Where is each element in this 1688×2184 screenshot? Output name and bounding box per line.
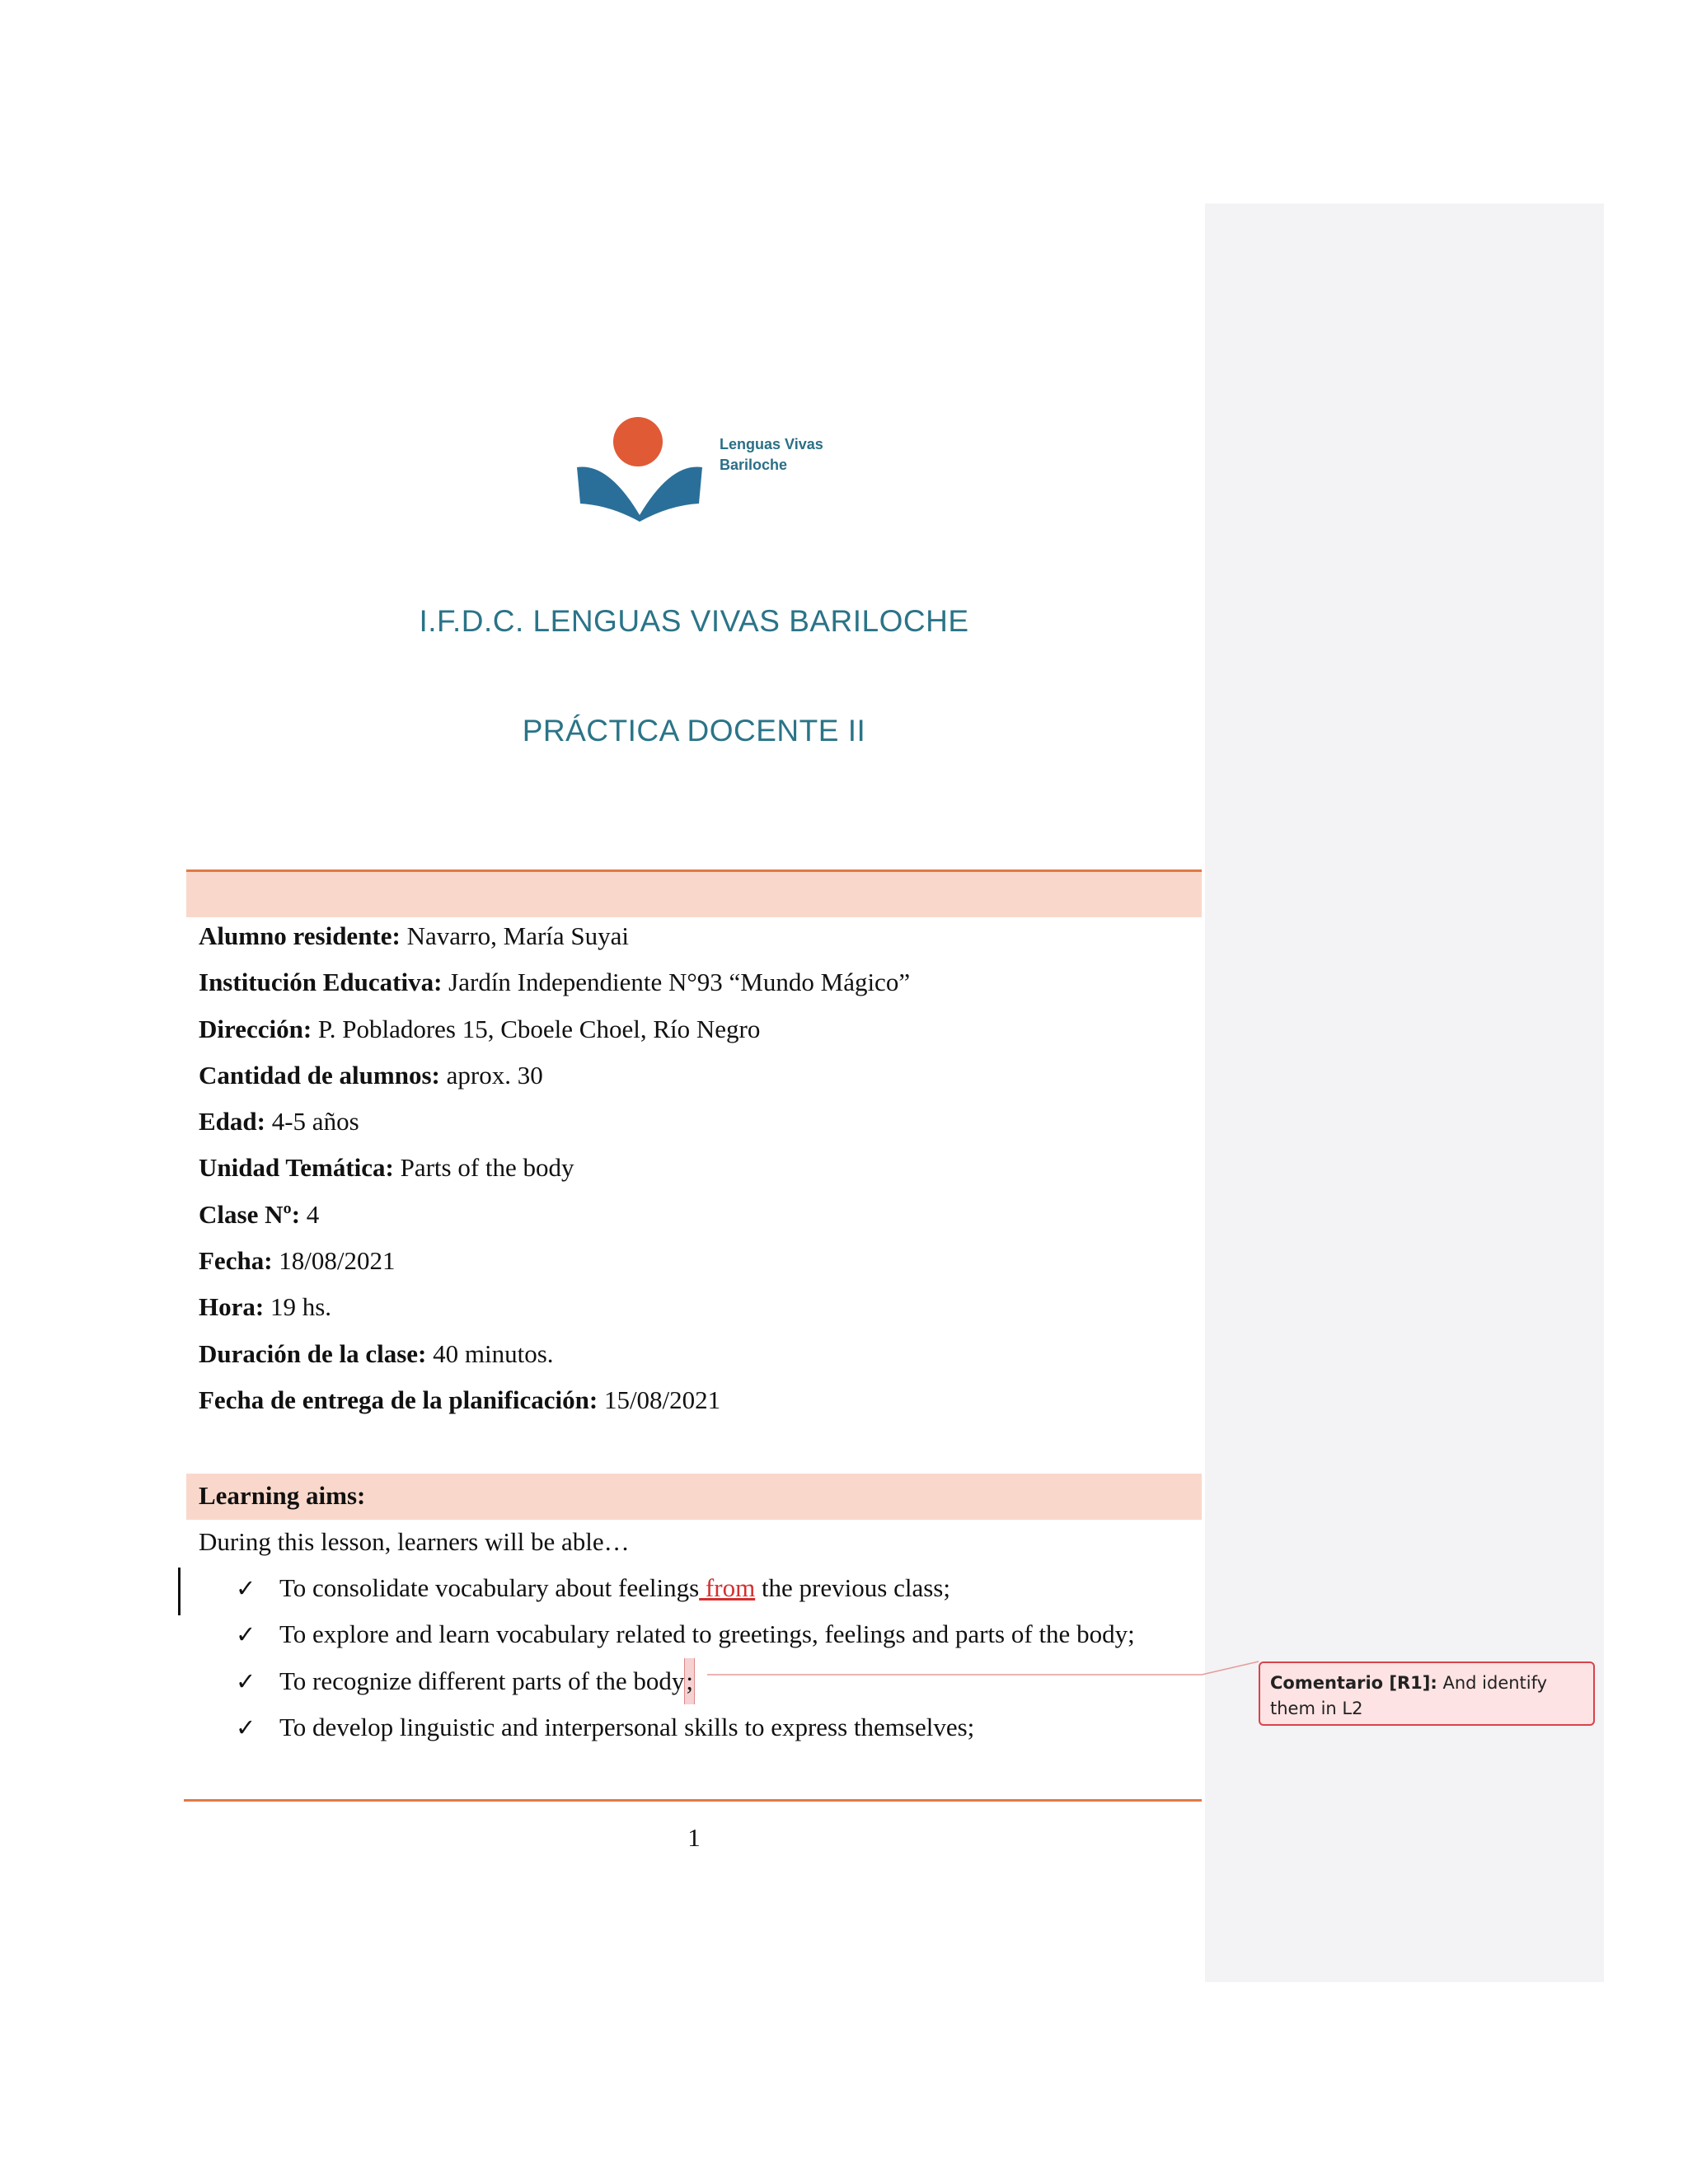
aim-item xyxy=(236,1658,1135,1704)
info-value: Navarro, María Suyai xyxy=(406,921,630,950)
info-list xyxy=(199,913,910,1423)
info-value: aprox. 30 xyxy=(446,1060,543,1090)
logo-mark xyxy=(577,416,719,532)
info-band xyxy=(186,872,1202,917)
info-label: Unidad Temática: xyxy=(199,1153,394,1183)
info-value: Parts of the body xyxy=(400,1153,574,1183)
info-label: Alumno residente: xyxy=(199,921,401,950)
aim-text: the previous class; xyxy=(755,1573,950,1602)
info-row xyxy=(199,1331,910,1377)
aims-list xyxy=(236,1565,1135,1750)
checkmark-icon: ✓ xyxy=(236,1666,256,1695)
logo-text-line1: Lenguas Vivas xyxy=(720,436,823,452)
aim-text: To recognize different parts of the body xyxy=(279,1666,685,1695)
info-value: P. Pobladores 15, Cboele Choel, Río Negro xyxy=(317,1014,761,1043)
aim-text: To consolidate vocabulary about feelings xyxy=(279,1573,700,1602)
info-row xyxy=(199,959,910,1005)
info-label: Fecha: xyxy=(199,1246,273,1276)
info-value: 40 minutos. xyxy=(433,1338,554,1368)
info-row xyxy=(199,1377,910,1423)
tracked-insertion[interactable]: from xyxy=(699,1573,756,1602)
info-label: Fecha de entrega de la planificación: xyxy=(199,1385,598,1414)
info-value: 18/08/2021 xyxy=(279,1246,396,1276)
info-label: Cantidad de alumnos: xyxy=(199,1060,440,1090)
logo-book-right xyxy=(640,466,702,522)
aim-item xyxy=(236,1704,1135,1750)
info-row xyxy=(199,913,910,959)
info-label: Duración de la clase: xyxy=(199,1338,427,1368)
comment-balloon[interactable] xyxy=(1259,1661,1595,1726)
comment-anchor[interactable]: ; xyxy=(684,1658,695,1704)
info-row xyxy=(199,1192,910,1238)
info-value: 4-5 años xyxy=(271,1107,359,1137)
course-title: PRÁCTICA DOCENTE II xyxy=(522,714,866,748)
info-row xyxy=(199,1099,910,1145)
comment-text: And identify them in L2 xyxy=(1270,1673,1548,1718)
logo-sun xyxy=(613,417,663,466)
info-row xyxy=(199,1145,910,1191)
logo xyxy=(577,416,824,532)
info-label: Dirección: xyxy=(199,1014,312,1043)
aims-intro: During this lesson, learners will be able… xyxy=(199,1527,630,1556)
text-cursor xyxy=(178,1568,181,1615)
aim-item xyxy=(236,1565,1135,1611)
info-value: Jardín Independiente N°93 “Mundo Mágico” xyxy=(448,968,911,997)
aim-item xyxy=(236,1611,1135,1657)
page-number: 1 xyxy=(687,1823,701,1852)
info-row xyxy=(199,1006,910,1052)
info-value: 19 hs. xyxy=(270,1292,332,1322)
info-label: Clase Nº: xyxy=(199,1199,301,1229)
aim-text: To explore and learn vocabulary related to greetings, feelings and parts of the body; xyxy=(279,1619,1135,1649)
aim-text: To develop linguistic and interpersonal skills to express themselves; xyxy=(279,1712,975,1741)
info-label: Hora: xyxy=(199,1292,265,1322)
info-label: Edad: xyxy=(199,1107,265,1137)
comment-author: Comentario [R1]: xyxy=(1270,1673,1437,1693)
logo-text xyxy=(720,434,823,476)
info-row xyxy=(199,1284,910,1330)
checkmark-icon: ✓ xyxy=(236,1713,256,1741)
footer-rule xyxy=(184,1799,1202,1802)
info-label: Institución Educativa: xyxy=(199,968,443,997)
checkmark-icon: ✓ xyxy=(236,1574,256,1602)
logo-book-left xyxy=(577,466,640,522)
info-value: 4 xyxy=(306,1199,320,1229)
logo-text-line2: Bariloche xyxy=(720,457,788,473)
info-row xyxy=(199,1052,910,1099)
checkmark-icon: ✓ xyxy=(236,1620,256,1649)
info-row xyxy=(199,1238,910,1284)
institution-title: I.F.D.C. LENGUAS VIVAS BARILOCHE xyxy=(419,604,969,638)
aims-heading: Learning aims: xyxy=(199,1481,366,1510)
info-value: 15/08/2021 xyxy=(603,1385,721,1414)
